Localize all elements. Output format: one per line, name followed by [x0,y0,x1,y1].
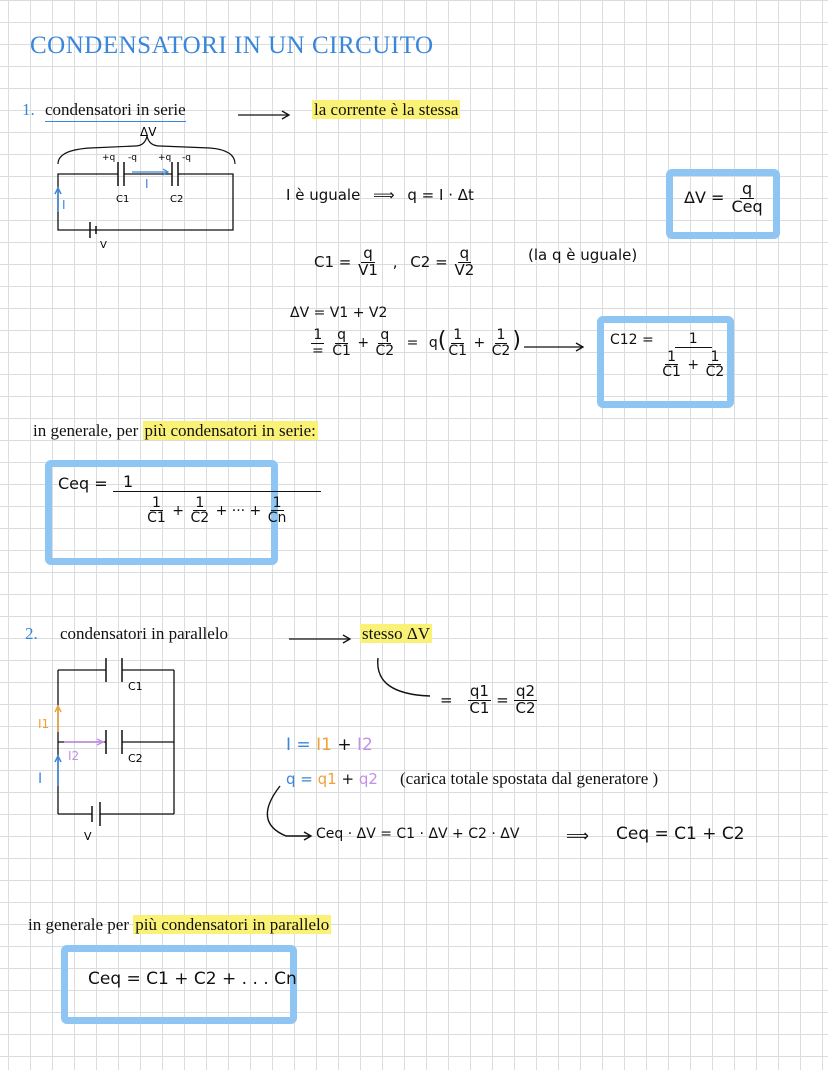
parallel-c1-label: C1 [128,680,143,693]
delta-v-sum: ΔV = V1 + V2 [290,305,388,321]
delta-v-formula: ΔV = $\frac{q}{\text{Ceq}}$ [684,179,763,216]
c12-formula: C12 = 1 $\frac{1}{C1}$ + $\frac{1}{C2}$ [610,331,725,381]
q-equal-note: (la q è uguale) [528,246,638,264]
curve-arrow-icon [258,782,320,844]
section-number-1: 1. [22,100,35,119]
series-delta-v-label: ΔV [140,125,157,139]
ceq-series-formula: Ceq = 1 $\frac{1}{C1}$ + $\frac{1}{C2}$ + ··· + $\frac{1}{Cn}$ [58,474,321,526]
series-minus-q-1: -q [128,153,137,163]
series-c1-label: C1 [116,194,130,205]
curve-connector-icon [372,654,434,702]
section-number-2: 2. [25,624,38,643]
implies-arrow: ⟹ [566,826,589,845]
arrow-right-icon [236,108,296,122]
series-circuit-diagram [50,122,245,262]
series-plus-q-2: +q [158,153,172,163]
current-sum: I = I1 + I2 [286,735,373,755]
parallel-v-label: V [84,830,92,843]
parallel-result: Ceq = C1 + C2 [616,824,745,844]
parallel-i-label: I [38,771,43,787]
series-c2-label: C2 [170,194,184,205]
series-current-label-left: I [62,198,66,212]
page-title: CONDENSATORI IN UN CIRCUITO [30,32,434,59]
parallel-i2-label: I2 [68,749,80,763]
parallel-heading: condensatori in parallelo [60,624,229,643]
series-v-label: V [100,240,107,251]
delta-v-expansion: $\frac{1}{=}$ $\frac{q}{C1}$ + $\frac{q}{C2}$ = q( $\frac{1}{C1}$ + $\frac{1}{C2}$ ) [312,327,521,359]
arrow-right-icon [522,340,588,354]
general-parallel-text: in generale per più condensatori in parallelo [28,915,330,934]
charge-sum: q = q1 + q2 [286,770,378,788]
series-heading: condensatori in serie [45,100,186,122]
ceq-parallel-formula: Ceq = C1 + C2 + . . . Cn [88,969,297,989]
arrow-right-icon [287,632,357,646]
series-minus-q-2: -q [182,153,191,163]
charge-note: (carica totale spostata dal generatore ) [400,769,659,788]
parallel-i1-label: I1 [38,717,50,731]
parallel-c2-label: C2 [128,752,143,765]
parallel-expansion: Ceq · ΔV = C1 · ΔV + C2 · ΔV [316,826,520,842]
series-current-note: la corrente è la stessa [314,100,459,119]
parallel-ratio: = $\frac{q1}{C1}$ = $\frac{q2}{C2}$ [440,682,536,717]
capacity-definitions: C1 = $\frac{q}{V1}$ , C2 = $\frac{q}{V2}$ [314,244,475,279]
parallel-note: stesso ΔV [362,624,431,643]
parallel-circuit-diagram [30,650,190,850]
general-series-text: in generale, per più condensatori in serie: [33,421,316,440]
series-current-label-inner: I [145,177,149,191]
series-plus-q-1: +q [102,153,116,163]
i-equal-text: I è uguale ⟹ q = I · Δt [286,186,474,204]
